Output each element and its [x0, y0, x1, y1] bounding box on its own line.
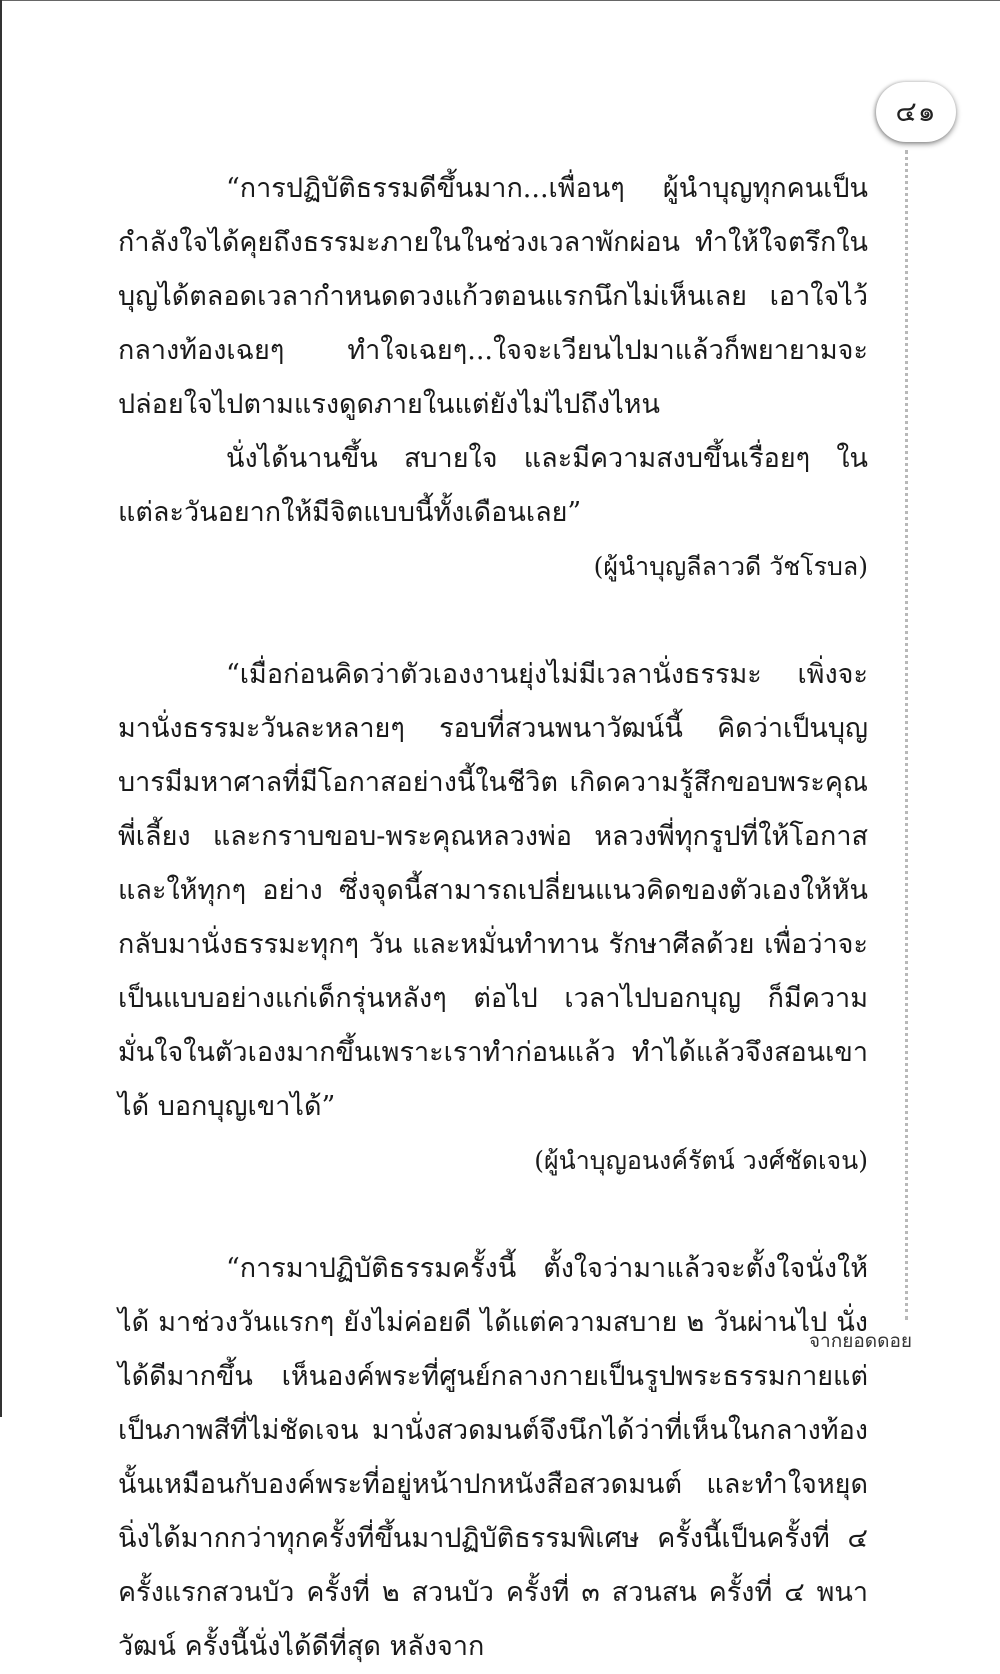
section-spacer [118, 594, 868, 648]
book-title-footer: จากยอดดอย [808, 1330, 912, 1352]
testimonial-3 [118, 1242, 868, 1674]
testimonial-2-attribution: (ผู้นำบุญอนงค์รัตน์ วงศ์ชัดเจน) [534, 1146, 868, 1175]
page-body [118, 162, 868, 1674]
testimonial-2 [118, 648, 868, 1188]
testimonial-1-paragraph-2: นั่งได้นานขึ้น สบายใจ และมีความสงบขึ้นเรื่อยๆ ในแต่ละวันอยากให้มีจิตแบบนี้ทั้งเดือนเลย” [118, 443, 868, 528]
page-top-border [0, 0, 1000, 1]
testimonial-1-attribution: (ผู้นำบุญลีลาวดี วัชโรบล) [593, 552, 868, 581]
testimonial-1 [118, 162, 868, 594]
testimonial-3-paragraph-1: “การมาปฏิบัติธรรมครั้งนี้ ตั้งใจว่ามาแล้วจะตั้งใจนั่งให้ได้ มาช่วงวันแรกๆ ยังไม่ค่อยดี ได้แต่ความสบาย ๒ วันผ่านไป นั่งได้ดีมากขึ้น เห็นองค์พระที่ศูนย์กลางกายเป็นรูปพระธรรมกายแต่เป็นภาพสีที่ไม่ชัดเจน มานั่งสวดมนต์จึงนึกได้ว่าที่เห็นในกลางท้องนั้นเหมือนกับองค์พระที่อยู่หน้าปกหนังสือสวดมนต์ และทำใจหยุดนิ่งได้มากกว่าทุกครั้งที่ขึ้นมาปฏิบัติธรรมพิเศษ ครั้งนี้เป็นครั้งที่ ๔ ครั้งแรกสวนบัว ครั้งที่ ๒ สวนบัว ครั้งที่ ๓ สวนสน ครั้งที่ ๔ พนาวัฒน์ ครั้งนี้นั่งได้ดีที่สุด หลังจาก [118, 1253, 868, 1662]
page-number-badge [876, 82, 956, 142]
page-left-border [0, 0, 2, 1417]
page-number: ๔๑ [895, 95, 937, 128]
section-spacer [118, 1188, 868, 1242]
testimonial-2-paragraph-1: “เมื่อก่อนคิดว่าตัวเองงานยุ่งไม่มีเวลานั่งธรรมะ เพิ่งจะมานั่งธรรมะวันละหลายๆ รอบที่สวนพนาวัฒน์นี้ คิดว่าเป็นบุญบารมีมหาศาลที่มีโอกาสอย่างนี้ในชีวิต เกิดความรู้สึกขอบพระคุณพี่เลี้ยง และกราบขอบ-พระคุณหลวงพ่อ หลวงพี่ทุกรูปที่ให้โอกาสและให้ทุกๆ อย่าง ซึ่งจุดนี้สามารถเปลี่ยนแนวคิดของตัวเองให้หันกลับมานั่งธรรมะทุกๆ วัน และหมั่นทำทาน รักษาศีลด้วย เพื่อว่าจะเป็นแบบอย่างแก่เด็กรุ่นหลังๆ ต่อไป เวลาไปบอกบุญ ก็มีความมั่นใจในตัวเองมากขึ้นเพราะเราทำก่อนแล้ว ทำได้แล้วจึงสอนเขาได้ บอกบุญเขาได้” [118, 659, 868, 1122]
dotted-margin-rule [905, 150, 908, 1320]
testimonial-1-paragraph-1: “การปฏิบัติธรรมดีขึ้นมาก...เพื่อนๆ ผู้นำบุญทุกคนเป็นกำลังใจได้คุยถึงธรรมะภายในในช่วงเวลาพักผ่อน ทำให้ใจตรึกในบุญได้ตลอดเวลากำหนดดวงแก้วตอนแรกนึกไม่เห็นเลย เอาใจไว้กลางท้องเฉยๆ ทำใจเฉยๆ...ใจจะเวียนไปมาแล้วก็พยายามจะปล่อยใจไปตามแรงดูดภายในแต่ยังไม่ไปถึงไหน [118, 173, 868, 420]
